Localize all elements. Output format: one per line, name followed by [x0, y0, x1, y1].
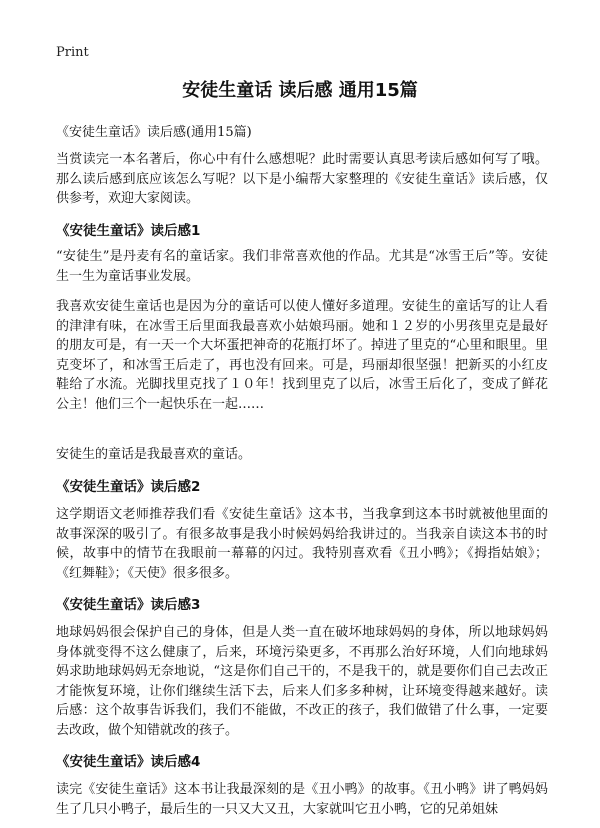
section-heading-3: 《安徒生童话》读后感3	[56, 597, 201, 613]
section-2-paragraph-1: 这学期语文老师推荐我们看《安徒生童话》这本书，当我拿到这本书时就被他里面的故事深深的吸引了。有很多故事是我小时候妈妈给我讲过的。当我亲自读这本书的时候，故事中的情节在我眼前一幕幕的闪过。我特别喜欢看《丑小鸭》；《拇指姑娘》；《红舞鞋》；《天使》很多很多。	[56, 507, 548, 581]
section-heading-1: 《安徒生童话》读后感1	[56, 223, 201, 239]
document-subtitle: 《安徒生童话》读后感(通用15篇)	[56, 125, 252, 140]
intro-paragraph: 当赏读完一本名著后，你心中有什么感想呢？此时需要认真思考读后感如何写了哦。那么读后感到底应该怎么写呢？以下是小编帮大家整理的《安徒生童话》读后感，仅供参考，欢迎大家阅读。	[56, 152, 548, 206]
section-1-paragraph-2: 我喜欢安徒生童话也是因为分的童话可以使人懂好多道理。安徒生的童话写的让人看的津津有味，在冰雪王后里面我最喜欢小姑娘玛丽。她和１２岁的小男孩里克是最好的朋友可是，有一天一个大坏蛋把神奇的花瓶打坏了。掉进了里克的“心里和眼里。里克变坏了，和冰雪王后走了，再也没有回来。可是，玛丽却很坚强！把新买的小红皮鞋给了水流。光脚找里克找了１０年！找到里克了以后，冰雪王后化了，变成了鲜花公主！他们三个一起快乐在一起……	[56, 299, 548, 412]
section-heading-2: 《安徒生童话》读后感2	[56, 479, 201, 495]
section-4-paragraph-1: 读完《安徒生童话》这本书让我最深刻的是《丑小鸭》的故事。《丑小鸭》讲了鸭妈妈生了几只小鸭子，最后生的一只又大又丑，大家就叫它丑小鸭，它的兄弟姐妹	[56, 782, 548, 817]
section-1-paragraph-1: “安徒生”是丹麦有名的童话家。我们非常喜欢他的作品。尤其是“冰雪王后”等。安徒生一生为童话事业发展。	[56, 249, 548, 284]
print-link[interactable]: Print	[56, 45, 89, 60]
section-1-paragraph-3: 安徒生的童话是我最喜欢的童话。	[56, 447, 252, 462]
section-3-paragraph-1: 地球妈妈很会保护自己的身体，但是人类一直在破坏地球妈妈的身体，所以地球妈妈身体就变得不这么健康了，后来，环境污染更多，不再那么治好环境，人们向地球妈妈求助地球妈妈无奈地说，“这是你们自己干的，不是我干的，就是要你们自己去改正才能恢复环境，让你们继续生活下去，后来人们多多种树，让环境变得越来越好。读后感：这个故事告诉我们，我们不能做，不改正的孩子，我们做错了什么事，一定要去改政，做个知错就改的孩子。	[56, 625, 548, 738]
section-heading-4: 《安徒生童话》读后感4	[56, 754, 201, 770]
page-title: 安徒生童话 读后感 通用15篇	[182, 80, 418, 101]
